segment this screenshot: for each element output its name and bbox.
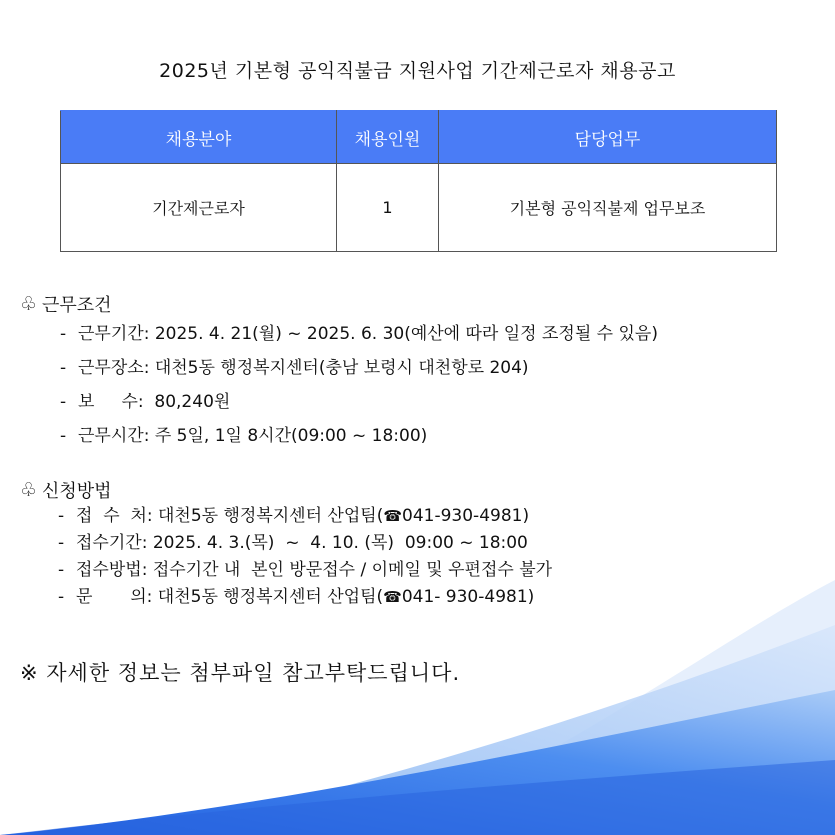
inquiry-label: 문 의: 대천5동 행정복지센터 산업팀(: [76, 587, 384, 607]
club-icon: ♧: [20, 479, 38, 501]
office-label: 접 수 처: 대천5동 행정복지센터 산업팀(: [76, 506, 384, 526]
list-item: - 접수방법: 접수기간 내 본인 방문접수 / 이메일 및 우편접수 불가: [58, 560, 553, 580]
list-item: - 근무시간: 주 5일, 1일 8시간(09:00 ~ 18:00): [60, 426, 428, 446]
application-heading: [20, 477, 552, 503]
cell-count: 1: [337, 164, 439, 252]
list-item: - 보 수: 80,240원: [60, 392, 231, 412]
pay: 보 수: 80,240원: [78, 392, 231, 412]
list-item: - 접 수 처: 대천5동 행정복지센터 산업팀(☎041-930-4981): [58, 506, 530, 526]
table-header-row: [61, 111, 777, 164]
work-conditions-section: [20, 291, 658, 453]
cell-field: 기간제근로자: [61, 164, 337, 252]
club-icon: ♧: [20, 293, 38, 315]
application-method: 접수방법: 접수기간 내 본인 방문접수 / 이메일 및 우편접수 불가: [76, 560, 553, 580]
work-conditions-heading: [20, 291, 658, 317]
list-item: - 문 의: 대천5동 행정복지센터 산업팀(☎041- 930-4981): [58, 587, 535, 607]
list-item: - 접수기간: 2025. 4. 3.(목) ~ 4. 10. (목) 09:00 ~ 18:00: [58, 533, 528, 553]
footnote: ※ 자세한 정보는 첨부파일 참고부탁드립니다.: [20, 661, 461, 685]
table-row: [61, 164, 777, 252]
header-count: 채용인원: [337, 111, 439, 164]
work-period: 근무기간: 2025. 4. 21(월) ~ 2025. 6. 30(예산에 따라 일정 조정될 수 있음): [78, 324, 658, 344]
inquiry-phone: 041- 930-4981: [401, 587, 528, 607]
job-table: [60, 110, 777, 252]
office-suffix: ): [522, 506, 530, 526]
list-item: - 근무장소: 대천5동 행정복지센터(충남 보령시 대천항로 204): [60, 358, 529, 378]
application-period: 접수기간: 2025. 4. 3.(목) ~ 4. 10. (목) 09:00 ~ 18:00: [76, 533, 528, 553]
application-section: [20, 477, 552, 611]
cell-duty: 기본형 공익직불제 업무보조: [439, 164, 777, 252]
header-duty: 담당업무: [439, 111, 777, 164]
work-conditions-title: 근무조건: [42, 295, 112, 316]
phone-icon: ☎: [383, 588, 402, 606]
work-place: 근무장소: 대천5동 행정복지센터(충남 보령시 대천항로 204): [78, 358, 529, 378]
list-item: - 근무기간: 2025. 4. 21(월) ~ 2025. 6. 30(예산에 따라 일정 조정될 수 있음): [60, 324, 658, 344]
phone-icon: ☎: [383, 507, 403, 525]
inquiry-suffix: ): [527, 587, 535, 607]
application-title: 신청방법: [42, 481, 112, 502]
header-field: 채용분야: [61, 111, 337, 164]
work-hours: 근무시간: 주 5일, 1일 8시간(09:00 ~ 18:00): [78, 426, 428, 446]
page-title: 2025년 기본형 공익직불금 지원사업 기간제근로자 채용공고: [159, 60, 676, 82]
office-phone: 041-930-4981: [402, 506, 523, 526]
